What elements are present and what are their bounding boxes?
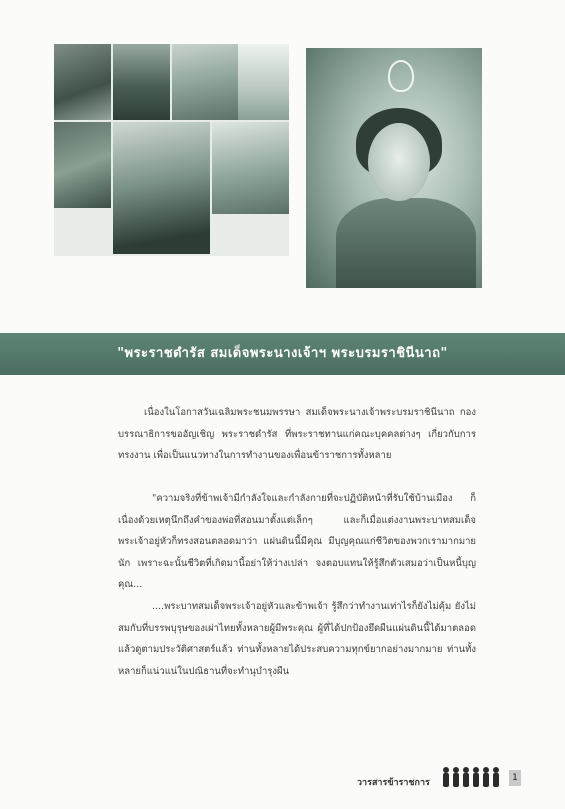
collage-photo-3: [172, 44, 238, 120]
collage-photo-5: [54, 122, 111, 208]
collage-photo-4: [238, 44, 289, 120]
collage-photo-2: [113, 44, 170, 120]
intro-paragraph: เนื่องในโอกาสวันเฉลิมพระชนมพรรษา สมเด็จพระนางเจ้าพระบรมราชินีนาถ กองบรรณาธิการขออัญเชิญ พระราชดำรัส ที่พระราชทานแก่คณะบุคคลต่างๆ เกี่ยวกับการทรงงาน เพื่อเป็นแนวทางในการทำงานของเพื่อนข้าราชการทั้งหลาย: [118, 407, 476, 461]
collage-photo-6: [113, 122, 210, 254]
banner-title: "พระราชดำรัส สมเด็จพระนางเจ้าฯ พระบรมราชินีนาถ": [117, 346, 448, 361]
royal-emblem-icon: [388, 60, 414, 92]
collage-photo-1: [54, 44, 111, 120]
royal-portrait: [306, 48, 482, 288]
people-silhouette-icon: [440, 766, 518, 788]
title-banner: [0, 333, 565, 375]
collage-photo-7: [212, 122, 289, 214]
quote-paragraph-2: ....พระบาทสมเด็จพระเจ้าอยู่หัวและข้าพเจ้า รู้สึกว่าทำงานเท่าไรก็ยังไม่คุ้ม ยังไม่สมกับที่บรรพบุรุษของเผ่าไทยทั้งหลายผู้มีพระคุณ ผู้ที่ได้ปกป้องยึดผืนแผ่นดินนี้ได้มาตลอด แล้วดูตามประวัติศาสตร์แล้ว ท่านทั้งหลายได้ประสบความทุกข์ยากอย่างมากมาย ท่านทั้งหลายก็แน่วแน่ในปณิธานที่จะทำนุบำรุงผืน: [118, 601, 476, 677]
journal-name: วารสารข้าราชการ: [357, 778, 430, 788]
quote-paragraph-1: "ความจริงที่ข้าพเจ้ามีกำลังใจและกำลังกายที่จะปฏิบัติหน้าที่รับใช้บ้านเมือง ก็เนื่องด้วยเหตุนึกถึงคำของพ่อที่สอนมาตั้งแต่เล็กๆ และก็เมื่อแต่งงานพระบาทสมเด็จพระเจ้าอยู่หัวก็ทรงสอนตลอดมาว่า แผ่นดินนี้มีคุณ มีบุญคุณแก่ชีวิตของพวกเรามากมายนัก เพราะฉะนั้นชีวิตที่เกิดมานี้อย่าให้ว่างเปล่า จงตอบแทนให้รู้สึกตัวเสมอว่าเป็นหนี้บุญคุณ...: [118, 493, 476, 590]
portrait-face: [368, 123, 430, 201]
portrait-figure: [336, 198, 476, 288]
page-number: 1: [509, 770, 521, 786]
